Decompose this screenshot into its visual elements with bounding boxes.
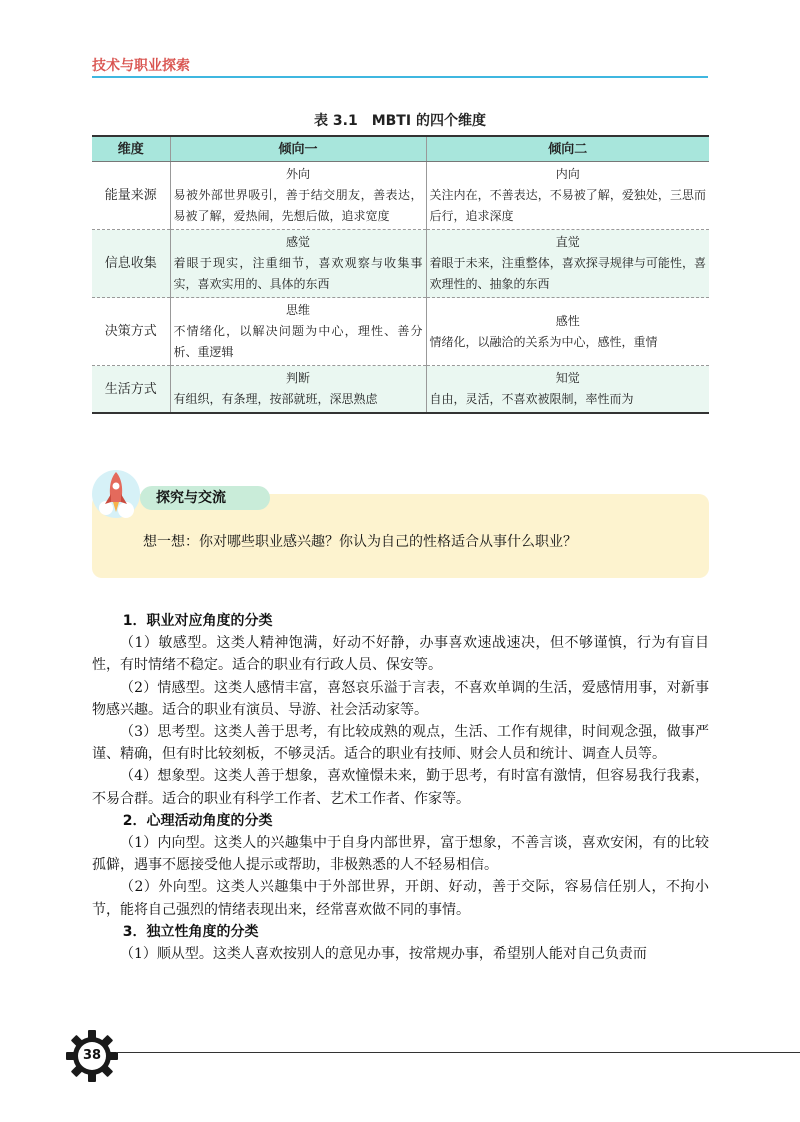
- table-row: [92, 162, 709, 230]
- table-row: [92, 366, 709, 414]
- tendency-desc: 有组织，有条理，按部就班，深思熟虑: [173, 392, 378, 406]
- tendency-name: 判断: [285, 371, 310, 385]
- table-header-row: [92, 136, 709, 162]
- tendency-desc: 关注内在，不善表达，不易被了解，爱独处，三思而后行，追求深度: [429, 188, 706, 223]
- tendency-one-cell: [170, 230, 426, 298]
- tendency-desc: 着眼于未来，注重整体，喜欢探寻规律与可能性，喜欢理性的、抽象的东西: [429, 256, 706, 291]
- tendency-desc: 着眼于现实，注重细节，喜欢观察与收集事实，喜欢实用的、具体的东西: [173, 256, 423, 291]
- section-heading: 2．心理活动角度的分类: [122, 812, 273, 829]
- column-header: 维度: [92, 136, 170, 162]
- tendency-two-cell: [426, 298, 709, 366]
- tendency-two-cell: [426, 230, 709, 298]
- tendency-one-cell: [170, 162, 426, 230]
- footer-rule: [116, 1052, 800, 1053]
- paragraph: （1）内向型。这类人的兴趣集中于自身内部世界，富于想象，不善言谈，喜欢安闲，有的比较孤僻，遇事不愿接受他人提示或帮助，非极熟悉的人不轻易相信。: [92, 835, 709, 874]
- paragraph: （2）外向型。这类人兴趣集中于外部世界，开朗、好动，善于交际，容易信任别人，不拘小节，能将自己强烈的情绪表现出来，经常喜欢做不同的事情。: [92, 879, 709, 918]
- tendency-desc: 自由，灵活，不喜欢被限制，率性而为: [429, 392, 634, 406]
- tendency-name: 知觉: [555, 371, 580, 385]
- table-row: [92, 298, 709, 366]
- tendency-name: 思维: [285, 303, 310, 317]
- paragraph: （2）情感型。这类人感情丰富，喜怒哀乐溢于言表，不喜欢单调的生活，爱感情用事，对新事物感兴趣。适合的职业有演员、导游、社会活动家等。: [92, 679, 709, 718]
- mbti-table: [92, 135, 709, 414]
- paragraph: （1）敏感型。这类人精神饱满，好动不好静，办事喜欢速战速决，但不够谨慎，行为有盲目性，有时情绪不稳定。适合的职业有行政人员、保安等。: [92, 635, 709, 674]
- tendency-two-cell: [426, 162, 709, 230]
- tendency-name: 感性: [555, 313, 580, 328]
- table-row: [92, 230, 709, 298]
- dimension-cell: 信息收集: [92, 230, 170, 298]
- rocket-icon: [88, 466, 148, 526]
- table-caption: 表 3.1 MBTI 的四个维度: [314, 113, 486, 129]
- tendency-one-cell: [170, 366, 426, 414]
- tendency-name: 内向: [555, 167, 580, 181]
- explore-question: 想一想：你对哪些职业感兴趣？你认为自己的性格适合从事什么职业？: [143, 534, 577, 550]
- dimension-cell: 生活方式: [92, 366, 170, 414]
- column-header: 倾向二: [426, 136, 709, 162]
- tendency-desc: 情绪化，以融洽的关系为中心，感性，重情: [429, 334, 658, 349]
- header-rule: [92, 76, 708, 78]
- section-heading: 1．职业对应角度的分类: [122, 613, 273, 629]
- dimension-cell: 能量来源: [92, 162, 170, 230]
- column-header: 倾向一: [170, 136, 426, 162]
- section-heading: 3．独立性角度的分类: [122, 923, 259, 940]
- tendency-name: 直觉: [555, 235, 580, 249]
- dimension-cell: 决策方式: [92, 298, 170, 366]
- tendency-desc: 易被外部世界吸引，善于结交朋友，善表达，易被了解，爱热闹，先想后做，追求宽度: [173, 188, 423, 223]
- tendency-name: 外向: [285, 167, 310, 181]
- tendency-two-cell: [426, 366, 709, 414]
- tendency-desc: 不情绪化，以解决问题为中心，理性、善分析、重逻辑: [173, 324, 423, 359]
- explore-label: 探究与交流: [140, 486, 270, 510]
- tendency-name: 感觉: [285, 235, 310, 249]
- paragraph: （3）思考型。这类人善于思考，有比较成熟的观点，生活、工作有规律，时间观念强，做事严谨、精确，但有时比较刻板，不够灵活。适合的职业有技师、财会人员和统计、调查人员等。: [92, 724, 709, 763]
- paragraph: （1）顺从型。这类人喜欢按别人的意见办事，按常规办事，希望别人能对自己负责而: [120, 946, 647, 963]
- paragraph: （4）想象型。这类人善于想象，喜欢憧憬未来，勤于思考，有时富有激情，但容易我行我素，不易合群。适合的职业有科学工作者、艺术工作者、作家等。: [92, 768, 709, 807]
- tendency-one-cell: [170, 298, 426, 366]
- running-header: 技术与职业探索: [92, 58, 190, 74]
- body-text: [92, 610, 709, 965]
- page-number: 38: [82, 1048, 102, 1063]
